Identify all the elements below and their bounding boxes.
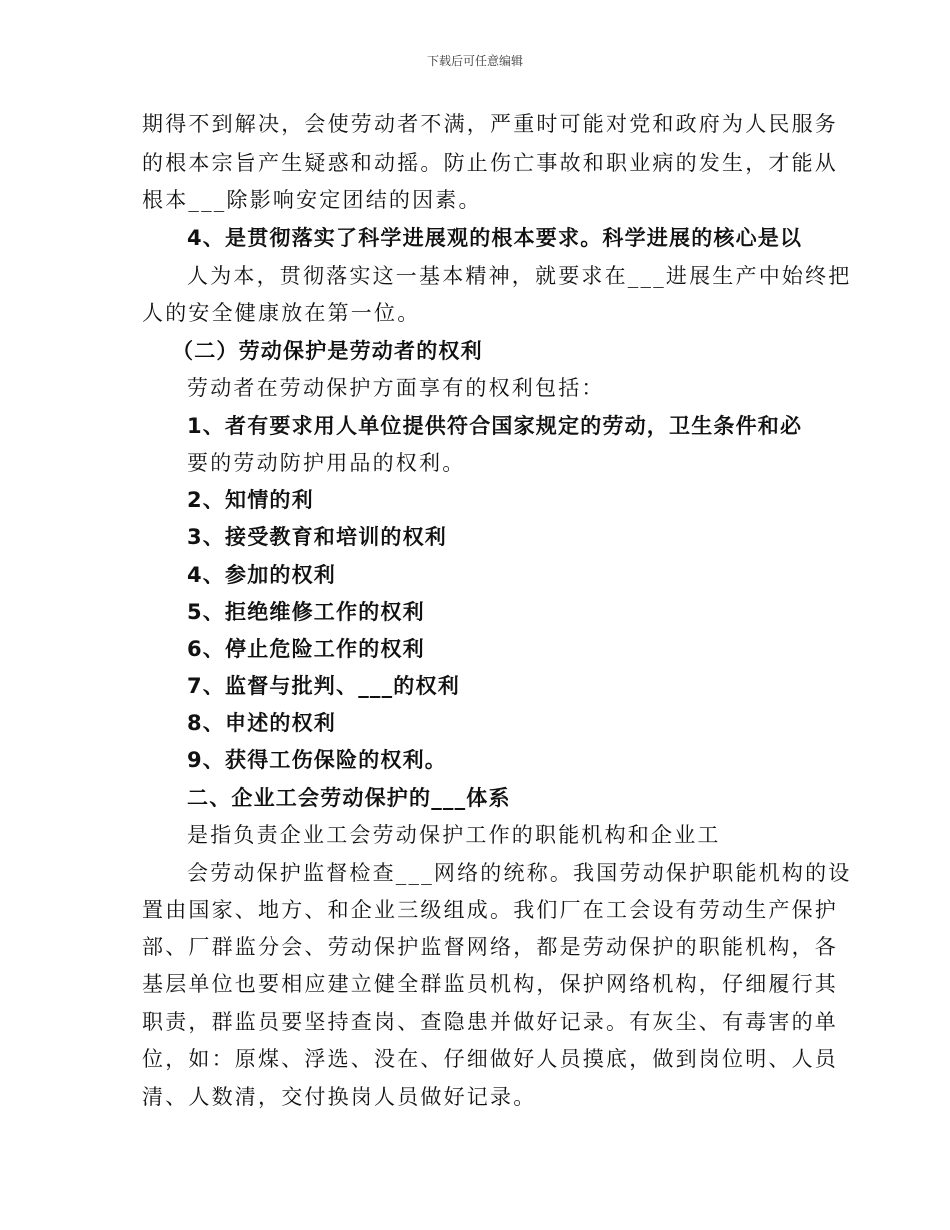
text-line: 是指负责企业工会劳动保护工作的职能机构和企业工 — [187, 823, 721, 847]
text-line: 根本___除影响安定团结的因素。 — [142, 188, 482, 212]
text-line: 人的安全健康放在第一位。 — [142, 301, 421, 325]
text-line: 的根本宗旨产生疑惑和动摇。防止伤亡事故和职业病的发生，才能从 — [142, 151, 838, 175]
text-line: 位，如：原煤、浮选、没在、仔细做好人员摸底，做到岗位明、人员 — [142, 1047, 838, 1071]
text-line: 1、者有要求用人单位提供符合国家规定的劳动，卫生条件和必 — [187, 414, 803, 438]
text-line: 4、是贯彻落实了科学进展观的根本要求。科学进展的核心是以 — [187, 226, 803, 250]
text-line: 人为本，贯彻落实这一基本精神，就要求在___进展生产中始终把 — [187, 264, 852, 288]
text-line: 期得不到解决，会使劳动者不满，严重时可能对党和政府为人民服务 — [142, 112, 838, 136]
text-line: 3、接受教育和培训的权利 — [187, 525, 448, 549]
text-line: （二）劳动保护是劳动者的权利 — [172, 339, 483, 363]
text-line: 职责，群监员要坚持查岗、查隐患并做好记录。有灰尘、有毒害的单 — [142, 1010, 838, 1034]
text-line: 置由国家、地方、和企业三级组成。我们厂在工会设有劳动生产保护 — [142, 898, 838, 922]
text-line: 基层单位也要相应建立健全群监员机构，保护网络机构，仔细履行其 — [142, 972, 838, 996]
text-line: 7、监督与批判、___的权利 — [187, 674, 460, 698]
text-line: 劳动者在劳动保护方面享有的权利包括： — [187, 376, 605, 400]
text-line: 4、参加的权利 — [187, 563, 337, 587]
text-line: 9、获得工伤保险的权利。 — [187, 748, 448, 772]
page-header-note: 下载后可任意编辑 — [426, 54, 523, 68]
text-line: 8、申述的权利 — [187, 711, 337, 735]
text-line: 会劳动保护监督检查___网络的统称。我国劳动保护职能机构的设 — [187, 861, 852, 885]
text-line: 清、人数清，交付换岗人员做好记录。 — [142, 1085, 537, 1109]
text-line: 6、停止危险工作的权利 — [187, 637, 425, 661]
text-line: 要的劳动防护用品的权利。 — [187, 451, 466, 475]
text-line: 二、企业工会劳动保护的___体系 — [187, 786, 511, 810]
text-line: 5、拒绝维修工作的权利 — [187, 600, 425, 624]
text-line: 部、厂群监分会、劳动保护监督网络，都是劳动保护的职能机构，各 — [142, 935, 838, 959]
text-line: 2、知情的利 — [187, 488, 314, 512]
